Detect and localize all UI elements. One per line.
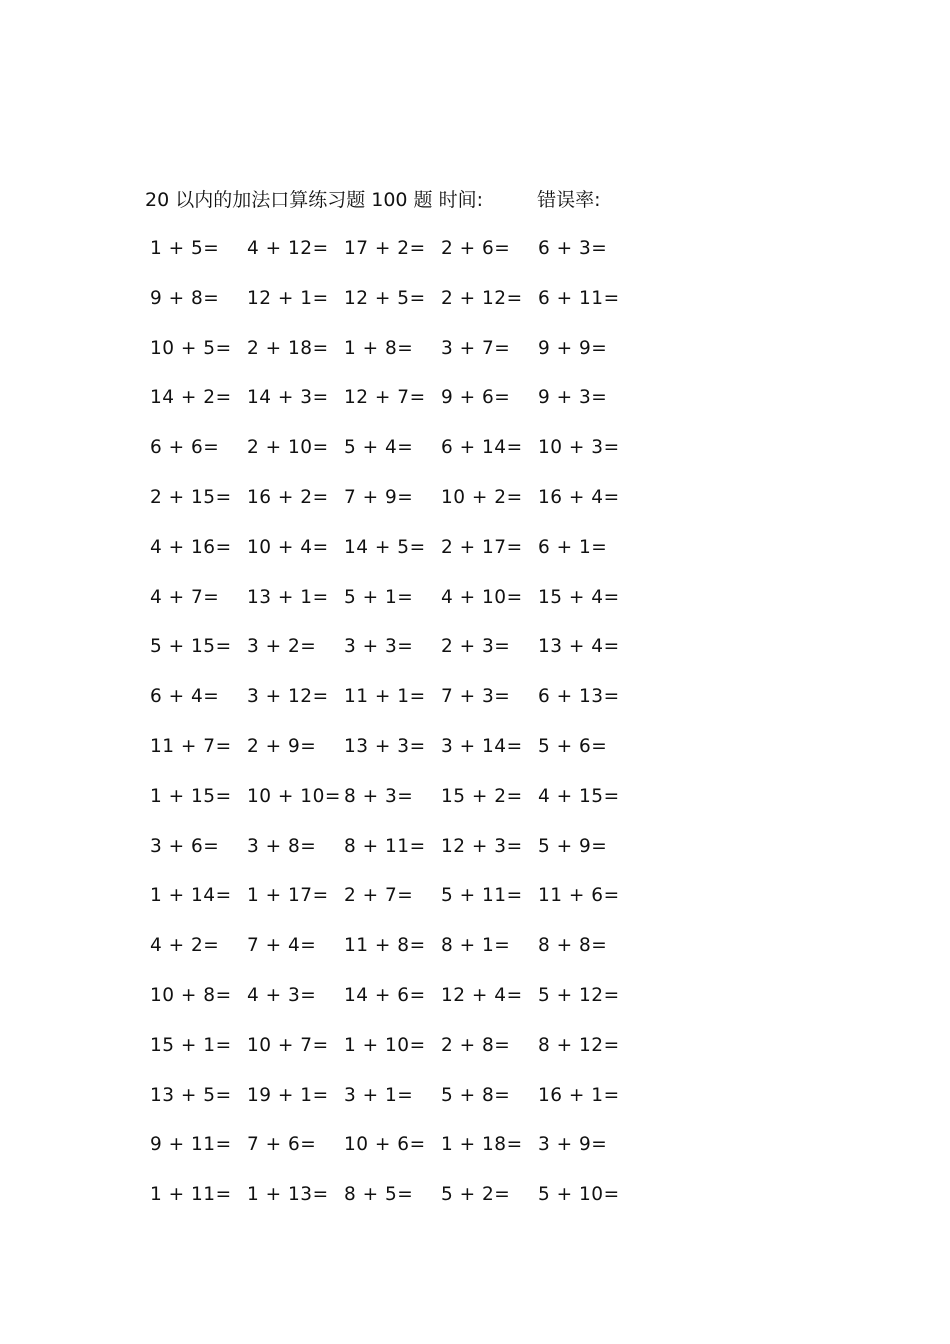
problem-item: 3 + 7= [441, 337, 511, 359]
problem-item: 2 + 15= [150, 486, 232, 508]
problem-item: 4 + 10= [441, 586, 523, 608]
problem-item: 2 + 17= [441, 536, 523, 558]
problem-item: 1 + 10= [344, 1034, 426, 1056]
problem-row [150, 1131, 650, 1181]
problem-row [150, 733, 650, 783]
problem-item: 6 + 6= [150, 437, 220, 459]
problem-item: 12 + 7= [344, 387, 426, 409]
problem-item: 7 + 3= [441, 686, 511, 708]
problem-item: 11 + 8= [344, 935, 426, 957]
problem-item: 3 + 3= [344, 636, 414, 658]
problem-row [150, 285, 650, 335]
problem-item: 10 + 3= [538, 437, 620, 459]
problem-item: 3 + 12= [247, 686, 329, 708]
problem-row [150, 783, 650, 833]
problem-row [150, 434, 650, 484]
problem-item: 1 + 13= [247, 1184, 329, 1206]
problem-item: 6 + 11= [538, 287, 620, 309]
problem-item: 12 + 3= [441, 835, 523, 857]
problem-item: 8 + 5= [344, 1184, 414, 1206]
problem-item: 3 + 9= [538, 1134, 608, 1156]
problem-item: 11 + 6= [538, 885, 620, 907]
problem-item: 1 + 14= [150, 885, 232, 907]
problem-item: 16 + 2= [247, 486, 329, 508]
problem-row [150, 534, 650, 584]
problem-item: 1 + 15= [150, 785, 232, 807]
problem-row [150, 1082, 650, 1132]
problem-item: 9 + 6= [441, 387, 511, 409]
problem-item: 2 + 3= [441, 636, 511, 658]
problem-item: 13 + 3= [344, 735, 426, 757]
problem-item: 5 + 8= [441, 1084, 511, 1106]
problem-item: 7 + 6= [247, 1134, 317, 1156]
problem-item: 6 + 1= [538, 536, 608, 558]
error-rate-label: 错误率: [537, 189, 601, 211]
problem-item: 8 + 11= [344, 835, 426, 857]
problem-item: 14 + 2= [150, 387, 232, 409]
problem-item: 5 + 6= [538, 735, 608, 757]
problem-row [150, 982, 650, 1032]
problem-item: 17 + 2= [344, 238, 426, 259]
problem-item: 10 + 10= [247, 785, 341, 807]
problem-item: 9 + 3= [538, 387, 608, 409]
problem-item: 14 + 5= [344, 536, 426, 558]
problem-item: 8 + 1= [441, 935, 511, 957]
problem-item: 1 + 5= [150, 238, 220, 259]
problem-item: 6 + 13= [538, 686, 620, 708]
problem-item: 7 + 9= [344, 486, 414, 508]
problem-row [150, 882, 650, 932]
problem-item: 4 + 15= [538, 785, 620, 807]
problem-item: 10 + 7= [247, 1034, 329, 1056]
problem-item: 14 + 6= [344, 984, 426, 1006]
problem-item: 15 + 4= [538, 586, 620, 608]
problem-item: 12 + 1= [247, 287, 329, 309]
worksheet-title: 20 以内的加法口算练习题 100 题 [145, 189, 433, 211]
problem-item: 5 + 15= [150, 636, 232, 658]
problem-item: 6 + 4= [150, 686, 220, 708]
problem-item: 13 + 1= [247, 586, 329, 608]
problem-item: 4 + 2= [150, 935, 220, 957]
problem-item: 2 + 6= [441, 238, 511, 259]
problem-row [150, 384, 650, 434]
problem-item: 2 + 7= [344, 885, 414, 907]
problem-row [150, 633, 650, 683]
problem-item: 12 + 4= [441, 984, 523, 1006]
problem-row [150, 1181, 650, 1231]
problem-item: 6 + 14= [441, 437, 523, 459]
problem-item: 2 + 12= [441, 287, 523, 309]
problem-item: 10 + 6= [344, 1134, 426, 1156]
problem-item: 4 + 12= [247, 238, 329, 259]
problem-item: 13 + 5= [150, 1084, 232, 1106]
problem-item: 16 + 4= [538, 486, 620, 508]
problem-item: 5 + 12= [538, 984, 620, 1006]
problem-item: 10 + 5= [150, 337, 232, 359]
problem-item: 1 + 18= [441, 1134, 523, 1156]
problem-item: 5 + 11= [441, 885, 523, 907]
problem-item: 2 + 8= [441, 1034, 511, 1056]
problem-item: 8 + 3= [344, 785, 414, 807]
problem-item: 3 + 2= [247, 636, 317, 658]
problem-row [150, 932, 650, 982]
problem-item: 6 + 3= [538, 238, 608, 259]
problem-item: 11 + 7= [150, 735, 232, 757]
problem-item: 9 + 8= [150, 287, 220, 309]
problem-item: 4 + 7= [150, 586, 220, 608]
problem-item: 10 + 8= [150, 984, 232, 1006]
problem-item: 5 + 1= [344, 586, 414, 608]
problem-item: 4 + 3= [247, 984, 317, 1006]
problem-item: 3 + 1= [344, 1084, 414, 1106]
problem-item: 2 + 9= [247, 735, 317, 757]
time-label: 时间: [438, 189, 484, 211]
problem-row [150, 1032, 650, 1082]
problem-item: 14 + 3= [247, 387, 329, 409]
problem-item: 15 + 1= [150, 1034, 232, 1056]
problem-item: 1 + 8= [344, 337, 414, 359]
problem-item: 16 + 1= [538, 1084, 620, 1106]
worksheet-header [145, 186, 600, 214]
problem-item: 5 + 4= [344, 437, 414, 459]
problem-item: 10 + 2= [441, 486, 523, 508]
problem-item: 8 + 8= [538, 935, 608, 957]
problem-item: 13 + 4= [538, 636, 620, 658]
problem-row [150, 584, 650, 634]
problem-item: 5 + 9= [538, 835, 608, 857]
problem-row [150, 683, 650, 733]
problem-grid [150, 235, 650, 1231]
problem-item: 3 + 8= [247, 835, 317, 857]
problem-item: 2 + 10= [247, 437, 329, 459]
problem-item: 1 + 17= [247, 885, 329, 907]
problem-row [150, 833, 650, 883]
problem-item: 12 + 5= [344, 287, 426, 309]
problem-item: 1 + 11= [150, 1184, 232, 1206]
problem-item: 3 + 14= [441, 735, 523, 757]
problem-item: 11 + 1= [344, 686, 426, 708]
problem-row [150, 484, 650, 534]
problem-item: 8 + 12= [538, 1034, 620, 1056]
problem-row [150, 335, 650, 385]
problem-item: 10 + 4= [247, 536, 329, 558]
problem-item: 15 + 2= [441, 785, 523, 807]
problem-item: 7 + 4= [247, 935, 317, 957]
problem-item: 5 + 2= [441, 1184, 511, 1206]
problem-item: 5 + 10= [538, 1184, 620, 1206]
problem-item: 2 + 18= [247, 337, 329, 359]
problem-item: 9 + 11= [150, 1134, 232, 1156]
problem-row [150, 235, 650, 285]
problem-item: 9 + 9= [538, 337, 608, 359]
problem-item: 3 + 6= [150, 835, 220, 857]
problem-item: 4 + 16= [150, 536, 232, 558]
problem-item: 19 + 1= [247, 1084, 329, 1106]
